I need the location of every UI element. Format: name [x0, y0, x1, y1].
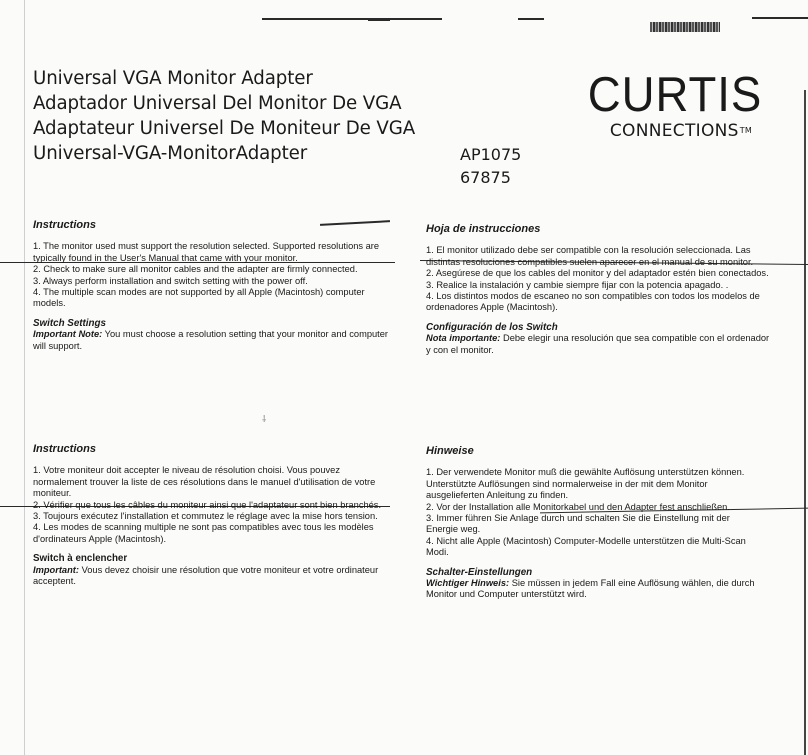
section-german	[426, 446, 761, 601]
list-item: 4. Nicht alle Apple (Macintosh) Computer-Modelle unterstützen die Multi-Scan Modi.	[426, 535, 746, 558]
note-label: Wichtiger Hinweis:	[426, 578, 510, 589]
scan-speck: ⸸	[262, 414, 267, 424]
switch-settings-heading: Switch Settings	[33, 317, 106, 329]
section-spanish	[426, 224, 776, 356]
scan-line-top-mark	[368, 18, 390, 21]
section-french	[33, 444, 383, 587]
note-label: Nota importante:	[426, 333, 501, 344]
brand-subtitle	[572, 120, 790, 142]
section-heading: Instructions	[33, 219, 96, 231]
product-titles	[33, 66, 415, 166]
list-item: 4. Les modes de scanning multiple ne sont pas compatibles avec tous les modèles d'ordinateurs Apple (Macintosh).	[33, 522, 374, 544]
section-heading: Hinweise	[426, 445, 474, 457]
part-numbers	[460, 143, 521, 189]
scan-line-top-2	[518, 18, 544, 20]
section-heading: Instructions	[33, 443, 96, 455]
instruction-list	[33, 465, 383, 545]
trademark-mark: TM	[739, 126, 753, 135]
instruction-list	[426, 467, 761, 558]
part-number-1: AP1075	[460, 145, 522, 164]
switch-settings-heading: Configuración de los Switch	[426, 321, 558, 333]
instruction-list	[426, 245, 776, 313]
list-item: 2. Vor der Installation alle Monitorkabel und den Adapter fest anschließen.	[426, 501, 730, 512]
list-item: 1. The monitor used must support the resolution selected. Supported resolutions are typically found in the User's Manual that came with your monitor.	[33, 241, 380, 263]
note-label: Important Note:	[33, 329, 103, 340]
note-text: You must choose a resolution setting that your monitor and computer will support.	[33, 329, 389, 351]
title-german: Universal-VGA-MonitorAdapter	[33, 143, 308, 164]
scan-line-top-right	[752, 17, 808, 19]
brand-name: CURTIS	[587, 68, 763, 122]
curtis-logo	[560, 70, 790, 142]
list-item: 4. Los distintos modos de escaneo no son compatibles con todos los modelos de ordenadores Apple (Macintosh).	[426, 291, 760, 313]
scan-noise-top-right	[650, 22, 720, 32]
scan-line-right-edge	[804, 90, 806, 755]
list-item: 4. The multiple scan modes are not supported by all Apple (Macintosh) computer models.	[33, 287, 365, 309]
list-item: 3. Realice la instalación y cambie siempre fijar con la potencia apagado. .	[426, 279, 729, 290]
list-item: 3. Immer führen Sie Anlage durch und schalten Sie die Einstellung mit der Energie weg.	[426, 513, 730, 535]
title-spanish: Adaptador Universal Del Monitor De VGA	[33, 93, 402, 114]
list-item: 1. Votre moniteur doit accepter le niveau de résolution choisi. Vous pouvez normalement trouver la liste de ces résolutions dans le manuel d'utilisation de votre moniteur.	[33, 465, 376, 499]
list-item: 2. Vérifier que tous les câbles du moniteur ainsi que l'adaptateur sont bien branchés.	[33, 499, 382, 510]
list-item: 1. El monitor utilizado debe ser compatible con la resolución seleccionada. Las distintas resoluciones compatibles suelen aparecer en el manual de su monitor.	[426, 245, 754, 267]
important-note	[33, 329, 393, 352]
list-item: 2. Asegúrese de que los cables del monitor y del adaptador estén bien conectados.	[426, 268, 769, 279]
title-english: Universal VGA Monitor Adapter	[33, 68, 313, 89]
list-item: 3. Toujours exécutez l'installation et commutez le réglage avec la mise hors tension.	[33, 511, 378, 522]
scan-line-top	[262, 18, 442, 20]
note-text: Vous devez choisir une résolution que votre moniteur et votre ordinateur acceptent.	[33, 564, 379, 587]
section-heading: Hoja de instrucciones	[426, 223, 541, 235]
note-text: Sie müssen in jedem Fall eine Auflösung wählen, die durch Monitor und Computer unterstützt wird.	[426, 578, 755, 600]
important-note	[426, 578, 761, 601]
important-note	[426, 333, 776, 356]
brand-subtitle-text: CONNECTIONS	[609, 121, 739, 141]
scan-line-left-edge	[24, 0, 25, 755]
note-text: Debe elegir una resolución que sea compatible con el ordenador y con el monitor.	[426, 333, 770, 355]
part-number-2: 67875	[460, 168, 511, 187]
list-item: 3. Always perform installation and switch setting with the power off.	[33, 275, 308, 286]
section-english	[33, 220, 393, 352]
note-label: Important:	[33, 564, 79, 575]
title-french: Adaptateur Universel De Moniteur De VGA	[33, 118, 416, 139]
important-note	[33, 565, 383, 588]
switch-settings-heading: Schalter-Einstellungen	[426, 566, 533, 578]
instruction-list	[33, 241, 393, 309]
list-item: 2. Check to make sure all monitor cables and the adapter are firmly connected.	[33, 264, 358, 275]
list-item: 1. Der verwendete Monitor muß die gewählte Auflösung unterstützen können. Unterstützte Auflösungen sind normalerweise in der mit dem Monitor ausgelieferten Anleitung zu finden.	[426, 467, 745, 501]
switch-settings-heading: Switch à enclencher	[33, 553, 128, 565]
